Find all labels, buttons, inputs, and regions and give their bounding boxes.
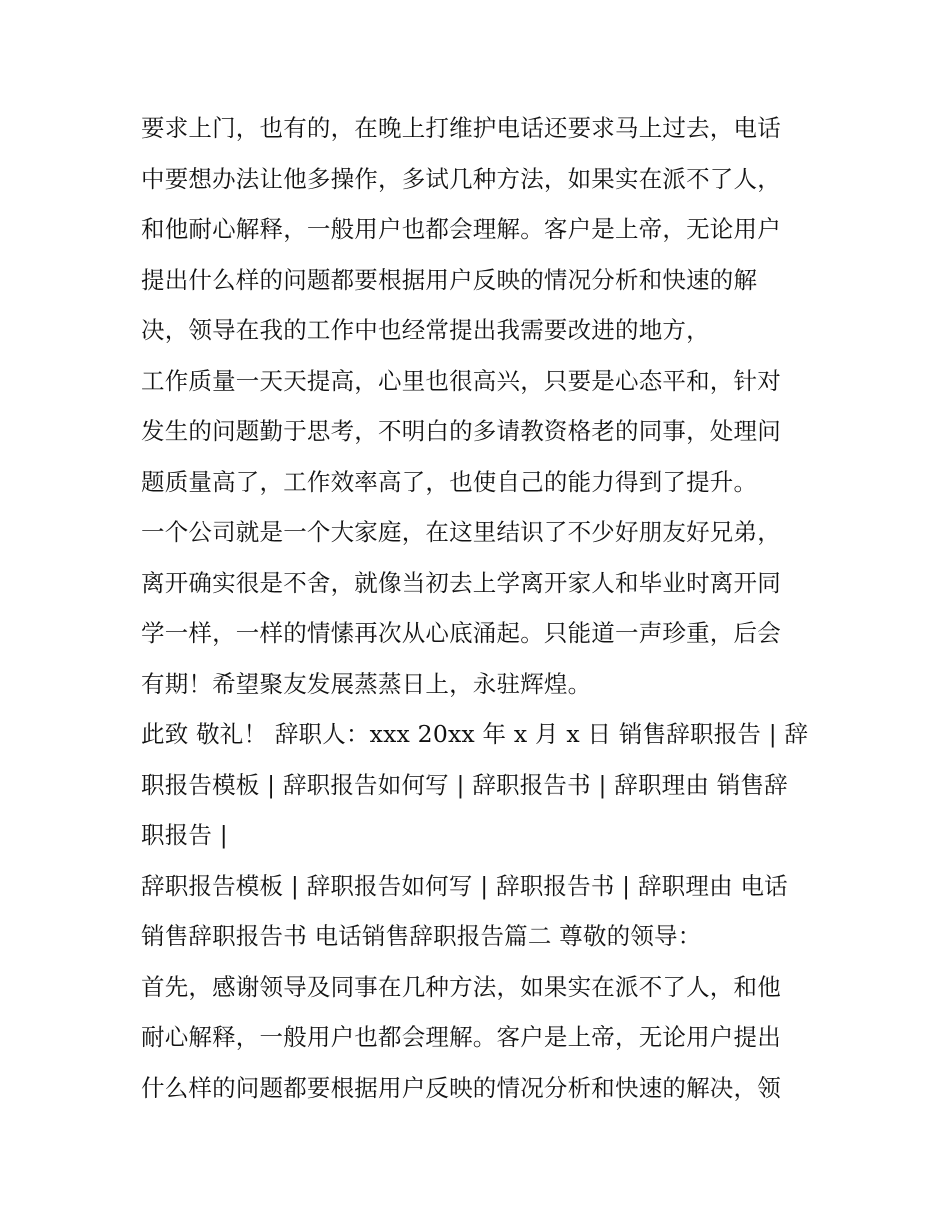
text-line: 辞职报告模板 | 辞职报告如何写 | 辞职报告书 | 辞职理由 电话 [141,871,788,900]
text-line: 工作质量一天天提高，心里也很高兴，只要是心态平和，针对 [141,366,781,395]
text-line: 耐心解释，一般用户也都会理解。客户是上帝，无论用户提出 [141,1023,781,1051]
text-line: 要求上门，也有的，在晚上打维护电话还要求马上过去，电话 [141,114,781,142]
text-line: 决，领导在我的工作中也经常提出我需要改进的地方， [141,316,710,344]
text-line: 题质量高了，工作效率高了，也使自己的能力得到了提升。 [141,467,758,496]
text-line: 此致 敬礼！ 辞职人：xxx 20xx 年 x 月 x 日 销售辞职报告 | 辞 [141,720,809,748]
text-line: 销售辞职报告书 电话销售辞职报告篇二 尊敬的领导： [141,922,702,950]
text-line: 职报告模板 | 辞职报告如何写 | 辞职报告书 | 辞职理由 销售辞 [141,770,788,799]
text-line: 中要想办法让他多操作，多试几种方法，如果实在派不了人， [141,164,781,193]
text-line: 离开确实很是不舍，就像当初去上学离开家人和毕业时离开同 [141,568,781,597]
text-line: 提出什么样的问题都要根据用户反映的情况分析和快速的解 [141,265,758,294]
text-line: 有期！希望聚友发展蒸蒸日上，永驻辉煌。 [141,669,592,698]
text-line: 一个公司就是一个大家庭，在这里结识了不少好朋友好兄弟， [141,518,781,546]
text-line: 职报告 | [141,821,228,849]
text-line: 首先，感谢领导及同事在几种方法，如果实在派不了人，和他 [141,972,781,1001]
text-line: 学一样，一样的情愫再次从心底涌起。只能道一声珍重，后会 [141,619,781,647]
document-body [141,103,813,1113]
text-line: 什么样的问题都要根据用户反映的情况分析和快速的解决，领 [141,1073,781,1102]
text-line: 发生的问题勤于思考，不明白的多请教资格老的同事，处理问 [141,417,781,445]
text-line: 和他耐心解释，一般用户也都会理解。客户是上帝，无论用户 [141,215,781,243]
